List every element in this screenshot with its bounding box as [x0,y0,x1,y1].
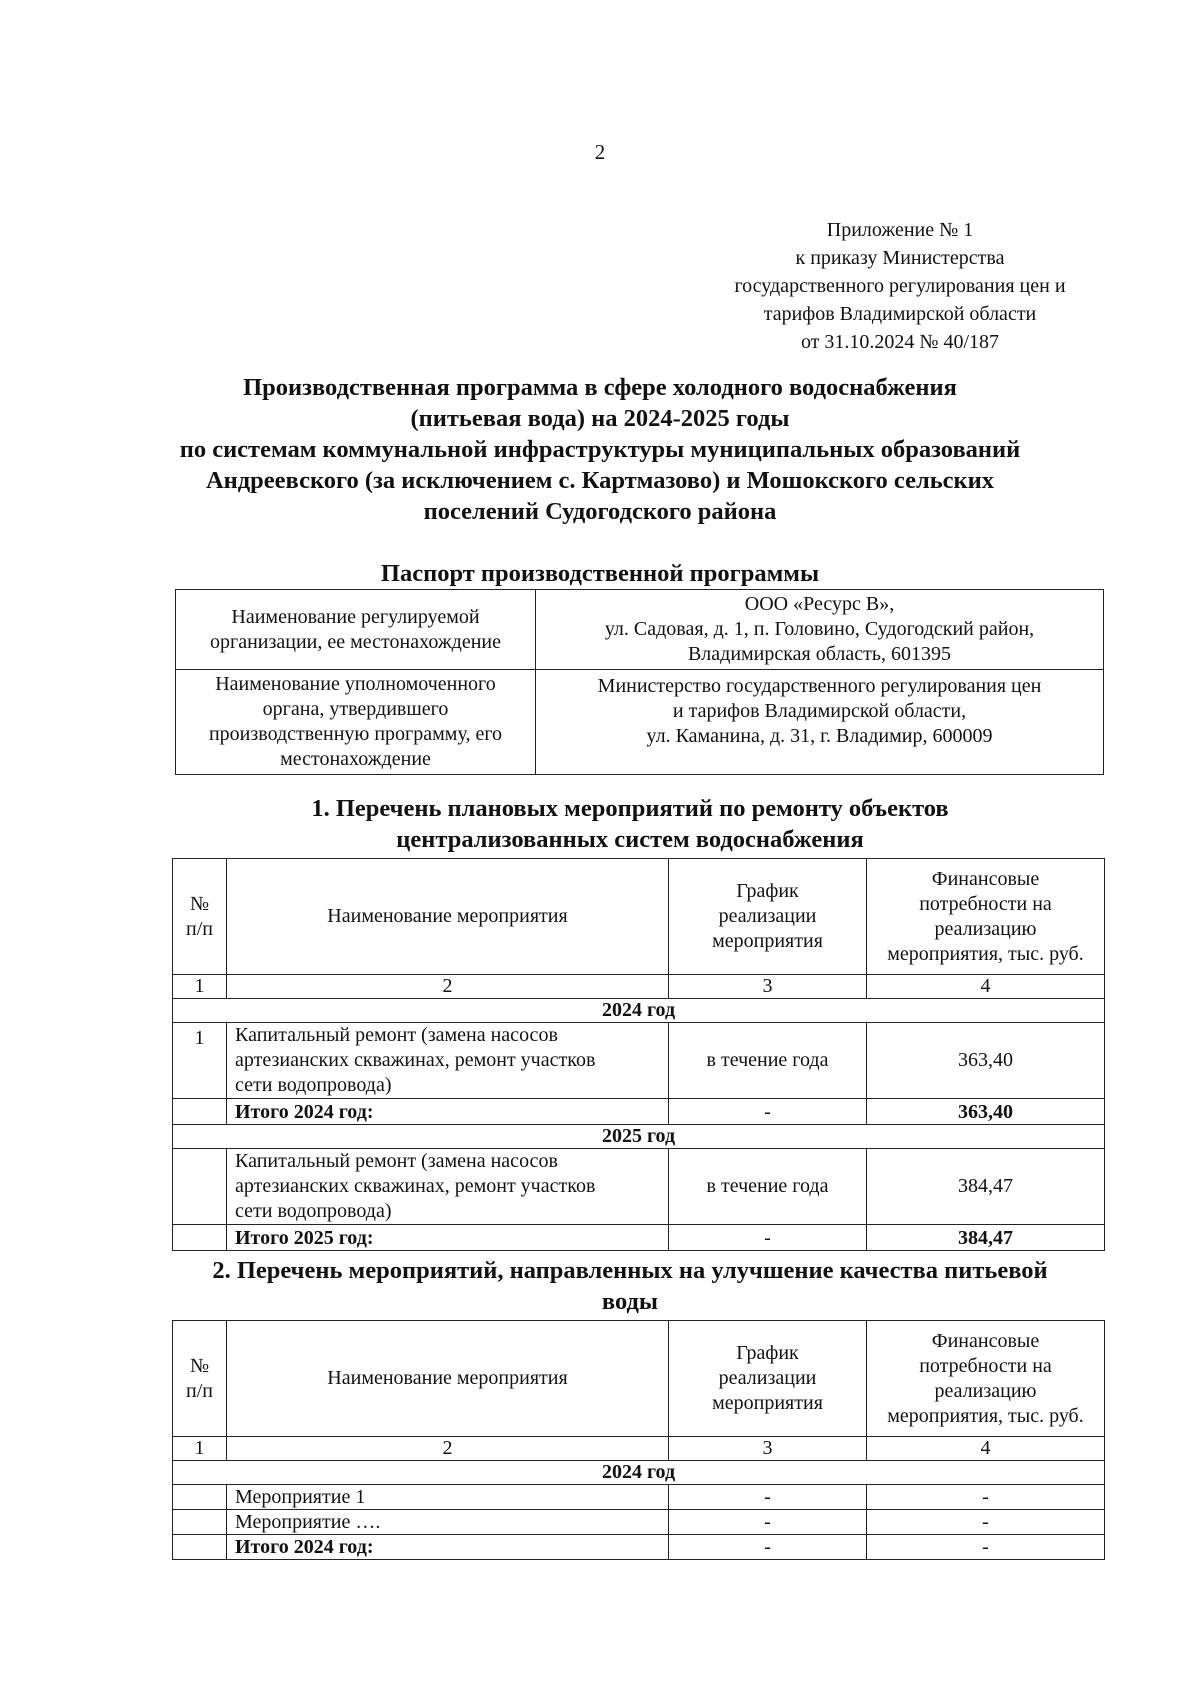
total-label: Итого 2024 год: [227,1099,669,1125]
title-line: Производственная программа в сфере холодного водоснабжения [243,374,957,401]
header-num-line: п/п [186,917,213,940]
header-num [173,859,227,975]
appendix-line: к приказу Министерства [795,247,1005,269]
row-num [173,1225,227,1251]
total-label: Итого 2025 год: [227,1225,669,1251]
table-row [173,1149,1105,1225]
header-finance-line: Финансовые [931,867,1040,890]
header-finance [867,859,1105,975]
passport-label-cell [176,590,536,670]
passport-value-line: Владимирская область, 601395 [687,643,952,665]
row-amount: 384,47 [867,1149,1105,1225]
year-row [173,1461,1105,1485]
total-schedule: - [669,1535,867,1560]
header-schedule-line: реализации [718,1367,817,1389]
appendix-block [700,216,1100,356]
title-line: по системам коммунальной инфраструктуры муниципальных образований [179,436,1021,463]
section1-title-line: централизованных систем водоснабжения [396,826,864,853]
row-schedule: в течение года [669,1149,867,1225]
header-finance-line: потребности на [919,892,1052,915]
table-row [173,1510,1105,1535]
passport-label-line: Наименование регулируемой [231,605,480,628]
header-num-line: № [189,892,210,915]
appendix-line: от 31.10.2024 № 40/187 [800,331,1000,353]
document-title [100,372,1100,527]
section2-title [150,1255,1110,1317]
section1-title-line: 1. Перечень плановых мероприятий по ремонту объектов [311,795,949,822]
total-amount: 363,40 [867,1099,1105,1125]
passport-label-line: органа, утвердившего [262,698,449,720]
column-number: 4 [867,975,1105,999]
header-num [173,1321,227,1437]
row-name-line: артезианских скважинах, ремонт участков [235,1175,596,1197]
appendix-line: Приложение № 1 [826,219,974,241]
table-row [173,1023,1105,1099]
header-name: Наименование мероприятия [227,859,669,975]
column-number: 2 [227,975,669,999]
row-name-line: Капитальный ремонт (замена насосов [235,1024,558,1046]
passport-label-cell [176,670,536,775]
row-name-line: артезианских скважинах, ремонт участков [235,1049,596,1071]
section2-title-line: 2. Перечень мероприятий, направленных на улучшение качества питьевой [212,1257,1048,1284]
title-line: Андреевского (за исключением с. Картмазово) и Мошокского сельских [205,467,995,494]
total-label: Итого 2024 год: [227,1535,669,1560]
year-label: 2024 год [173,999,1105,1023]
row-name-line: сети водопровода) [235,1200,392,1222]
appendix-line: государственного регулирования цен и [734,275,1066,297]
row-name [227,1149,669,1225]
header-num-line: п/п [186,1379,213,1402]
table-header-row [173,859,1105,975]
row-schedule: в течение года [669,1023,867,1099]
row-num [173,1099,227,1125]
passport-value-line: ул. Садовая, д. 1, п. Головино, Судогодский район, [604,618,1035,640]
section2-table [172,1320,1105,1560]
total-schedule: - [669,1099,867,1125]
row-num [173,1149,227,1225]
passport-label-line: организации, ее местонахождение [210,630,501,653]
header-finance-line: Финансовые [931,1329,1040,1352]
title-line: поселений Судогодского района [423,498,777,525]
header-schedule-line: мероприятия [712,930,823,952]
table-header-row [173,1321,1105,1437]
column-number: 1 [173,1437,227,1461]
total-amount: - [867,1535,1105,1560]
row-num [173,1535,227,1560]
column-number: 2 [227,1437,669,1461]
section1-title [150,793,1110,855]
page-number: 2 [594,140,606,164]
year-row [173,1125,1105,1149]
passport-value-line: Министерство государственного регулирования цен [597,675,1042,697]
total-row [173,1225,1105,1251]
row-name-line: сети водопровода) [235,1074,392,1096]
row-name [227,1023,669,1099]
year-label: 2024 год [173,1461,1105,1485]
total-amount: 384,47 [867,1225,1105,1251]
header-finance-line: мероприятия, тыс. руб. [887,1404,1084,1427]
row-name: Мероприятие 1 [227,1485,669,1510]
passport-title: Паспорт производственной программы [380,560,820,587]
total-schedule: - [669,1225,867,1251]
column-number-row [173,975,1105,999]
header-schedule [669,1321,867,1437]
appendix-line: тарифов Владимирской области [763,303,1037,325]
header-num-line: № [189,1354,210,1377]
total-row [173,1099,1105,1125]
row-amount: 363,40 [867,1023,1105,1099]
passport-label-line: местонахождение [280,748,431,770]
row-num [173,1510,227,1535]
passport-label-line: производственную программу, его [208,723,503,745]
row-num: 1 [173,1023,227,1099]
year-label: 2025 год [173,1125,1105,1149]
row-name: Мероприятие …. [227,1510,669,1535]
passport-value-line: и тарифов Владимирской области, [672,700,967,722]
row-amount: - [867,1510,1105,1535]
passport-value-line: ул. Каманина, д. 31, г. Владимир, 600009 [646,725,993,747]
column-number: 3 [669,975,867,999]
year-row [173,999,1105,1023]
header-schedule-line: мероприятия [712,1392,823,1414]
passport-value-line: ООО «Ресурс В», [744,593,895,615]
header-finance-line: реализацию [934,1379,1037,1402]
column-number: 4 [867,1437,1105,1461]
passport-row-authority [176,670,1104,775]
column-number-row [173,1437,1105,1461]
section2-title-line: воды [601,1288,659,1315]
row-schedule: - [669,1510,867,1535]
row-name-line: Капитальный ремонт (замена насосов [235,1150,558,1172]
header-schedule-line: График [736,880,799,902]
section1-table [172,858,1105,1251]
total-row [173,1535,1105,1560]
row-schedule: - [669,1485,867,1510]
passport-table [175,589,1104,775]
header-finance [867,1321,1105,1437]
row-amount: - [867,1485,1105,1510]
passport-value-cell [536,590,1104,670]
table-row [173,1485,1105,1510]
row-num [173,1485,227,1510]
passport-row-organization [176,590,1104,670]
header-finance-line: мероприятия, тыс. руб. [887,942,1084,965]
header-finance-line: реализацию [934,917,1037,940]
passport-value-cell [536,670,1104,775]
column-number: 3 [669,1437,867,1461]
title-line: (питьевая вода) на 2024-2025 годы [410,405,790,432]
header-schedule-line: реализации [718,905,817,927]
header-schedule [669,859,867,975]
column-number: 1 [173,975,227,999]
passport-label-line: Наименование уполномоченного [215,673,496,695]
header-finance-line: потребности на [919,1354,1052,1377]
header-schedule-line: График [736,1342,799,1364]
header-name: Наименование мероприятия [227,1321,669,1437]
